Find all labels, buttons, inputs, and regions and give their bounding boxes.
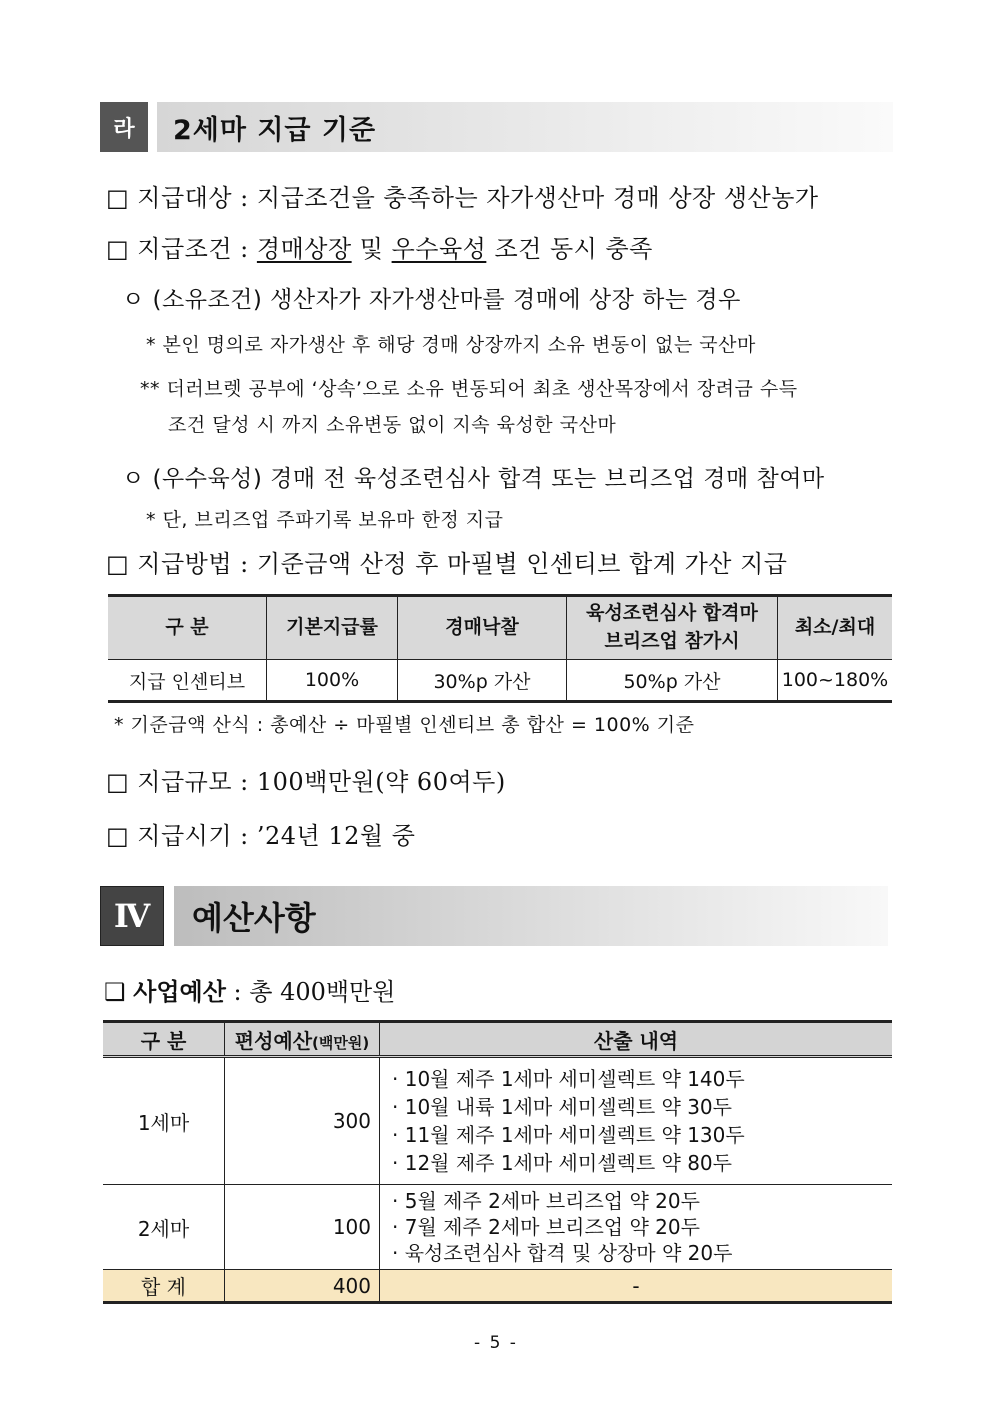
budget-label: 사업예산 [133,978,226,1006]
col-budget-unit: (백만원) [312,1033,370,1052]
cell-min-max: 100~180% [778,660,893,702]
row-amount: 300 [225,1057,380,1185]
col-budget-label: 편성예산 [234,1028,313,1053]
cell-auction-win: 30%p 가산 [398,660,567,702]
col-training-pass-line2: 브리즈업 참가시 [604,630,740,652]
incentive-table-header [108,596,892,660]
col-base-rate: 기본지급률 [267,596,398,660]
row-amount: 100 [225,1185,380,1270]
list-item: · 7월 제주 2세마 브리즈업 약 20두 [392,1215,700,1239]
col-auction-win: 경매낙찰 [398,596,567,660]
total-detail: - [380,1270,893,1303]
row-items [380,1057,893,1185]
condition-excellent-rearing: 우수육성 [391,235,487,263]
excellent-rearing-note: * 단, 브리즈업 주파기록 보유마 한정 지급 [146,509,504,531]
condition-and: 및 [351,235,392,263]
total-name: 합 계 [103,1270,225,1303]
payment-condition-line [106,229,653,264]
cell-base-rate: 100% [267,660,398,702]
condition-prefix: □ 지급조건 : [106,235,257,263]
total-amount: 400 [225,1270,380,1303]
section-title: 예산사항 [192,899,316,937]
list-item: · 5월 제주 2세마 브리즈업 약 20두 [392,1189,700,1213]
section-badge: 라 [100,102,148,152]
table-row [108,660,892,702]
budget-table-header [103,1022,892,1057]
condition-auction-listing: 경매상장 [256,235,352,263]
list-item: · 육성조련심사 합격 및 상장마 약 20두 [392,1241,733,1265]
section-header-iv [100,886,888,946]
formula-note: * 기준금액 산식 : 총예산 ÷ 마필별 인센티브 총 합산 = 100% 기준 [114,714,695,736]
business-budget-line [104,972,395,1007]
section-header-ra [100,102,893,152]
ownership-condition-line: ㅇ (소유조건) 생산자가 자가생산마를 경매에 상장 하는 경우 [122,287,741,313]
list-item: · 12월 제주 1세마 세미셀렉트 약 80두 [392,1151,732,1175]
row-name: 1세마 [103,1057,225,1185]
total-row [103,1270,892,1303]
section-title: 2세마 지급 기준 [173,114,377,146]
list-item: · 11월 제주 1세마 세미셀렉트 약 130두 [392,1123,745,1147]
section-badge: Ⅳ [100,886,164,946]
ownership-note-1: * 본인 명의로 자가생산 후 해당 경매 상장까지 소유 변동이 없는 국산마 [146,334,756,356]
budget-table [103,1020,892,1304]
page-number: - 5 - [474,1333,518,1353]
col-min-max: 최소/최대 [778,596,893,660]
payment-method-line: □ 지급방법 : 기준금액 산정 후 마필별 인센티브 합계 가산 지급 [106,550,788,578]
table-row [103,1185,892,1270]
col-training-pass [567,596,778,660]
cell-category: 지급 인센티브 [108,660,267,702]
col-category: 구 분 [103,1022,225,1057]
condition-suffix: 조건 동시 충족 [486,235,653,263]
checkbox-icon: ❑ [104,978,126,1006]
incentive-table [108,594,892,703]
excellent-rearing-line: ㅇ (우수육성) 경매 전 육성조련심사 합격 또는 브리즈업 경매 참여마 [122,466,825,492]
ownership-note-2: ** 더러브렛 공부에 ‘상속’으로 소유 변동되어 최초 생산목장에서 장려금 수득 [140,378,798,400]
col-category: 구 분 [108,596,267,660]
col-breakdown: 산출 내역 [380,1022,893,1057]
payment-timing-line: □ 지급시기 : ’24년 12월 중 [106,822,416,850]
col-training-pass-line1: 육성조련심사 합격마 [586,602,758,625]
ownership-note-2-cont: 조건 달성 시 까지 소유변동 없이 지속 육성한 국산마 [168,414,617,436]
col-budget [225,1022,380,1057]
row-name: 2세마 [103,1185,225,1270]
payment-target-line: □ 지급대상 : 지급조건을 충족하는 자가생산마 경매 상장 생산농가 [106,184,819,212]
cell-training-pass: 50%p 가산 [567,660,778,702]
row-items [380,1185,893,1270]
list-item: · 10월 내륙 1세마 세미셀렉트 약 30두 [392,1095,732,1119]
budget-value: : 총 400백만원 [225,978,396,1006]
table-row [103,1057,892,1185]
list-item: · 10월 제주 1세마 세미셀렉트 약 140두 [392,1067,745,1091]
payment-scale-line: □ 지급규모 : 100백만원(약 60여두) [106,768,506,796]
